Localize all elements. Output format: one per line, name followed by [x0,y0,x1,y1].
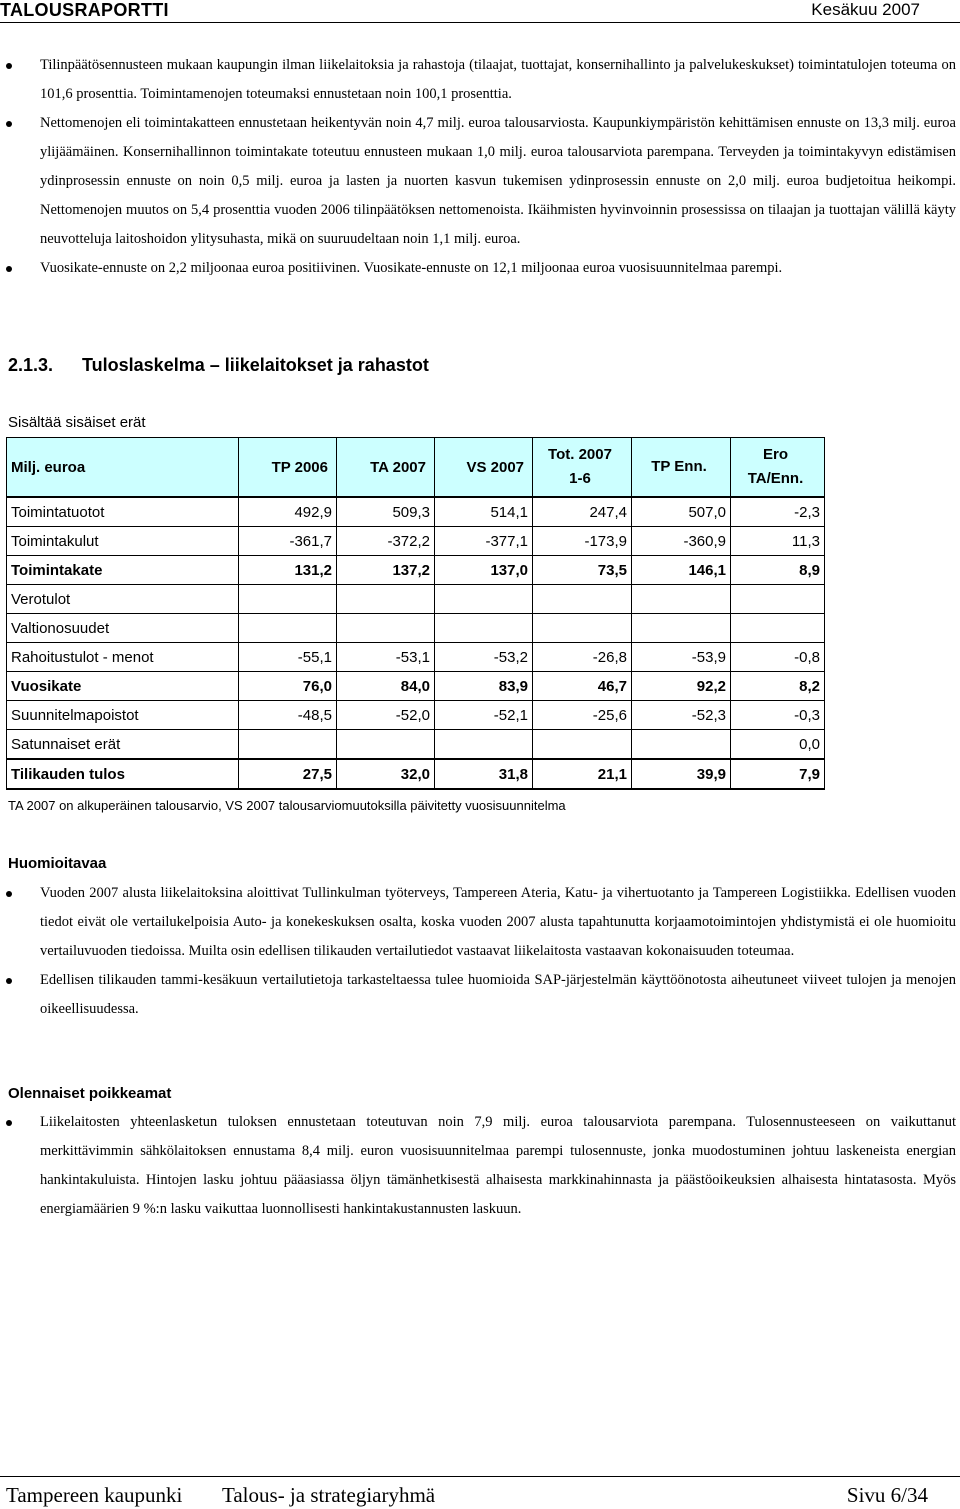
bullet-item: Vuosikate-ennuste on 2,2 miljoonaa euroa positiivinen. Vuosikate-ennuste on 12,1 miljoonaa euroa vuosisuunnitelmaa parempi. [0,254,960,283]
col-header-tot2007: Tot. 2007 1-6 [533,438,632,498]
cell [533,730,632,760]
cell [632,585,731,614]
cell: -52,1 [435,701,533,730]
table-caption: Sisältää sisäiset erät [8,414,146,431]
cell [731,614,825,643]
row-label: Vuosikate [7,672,239,701]
cell [337,585,435,614]
cell: 0,0 [731,730,825,760]
col-header-ero: Ero TA/Enn. [731,438,825,498]
footer-page-number: Sivu 6/34 [846,1483,928,1507]
cell: 92,2 [632,672,731,701]
cell [239,730,337,760]
cell: 514,1 [435,497,533,527]
cell: -52,3 [632,701,731,730]
cell: 27,5 [239,759,337,789]
bullet-item: Liikelaitosten yhteenlasketun tuloksen ennustetaan toteutuvan noin 7,9 milj. euroa talousarviota parempana. Tulosennusteeseen on vaikuttanut merkittävimmin sähkölaitoksen ennustama 8,4 milj. euron vuosisuunnitelmaa parempi tulosennuste, jonka muodostuminen johtuu laskeneista energian hankintakuluista. Hintojen lasku johtuu pääasiassa öljyn tämänhetkisestä alhaisesta markkinahinnasta ja päästöoikeuksien alhaisesta hintatasosta. Myös energiamäärien 9 %:n lasku vaikuttaa luonnollisesti hankintakustannusten laskuun. [0,1108,960,1224]
cell: -377,1 [435,527,533,556]
cell: -173,9 [533,527,632,556]
table-row [7,527,825,556]
cell: 247,4 [533,497,632,527]
row-label: Toimintatuotot [7,497,239,527]
cell: -372,2 [337,527,435,556]
row-label: Verotulot [7,585,239,614]
income-statement-table [6,437,825,790]
section-title: Tuloslaskelma – liikelaitokset ja rahastot [82,355,429,375]
cell: -0,8 [731,643,825,672]
heading-huomioitavaa: Huomioitavaa [8,855,107,872]
cell: 32,0 [337,759,435,789]
cell: 8,2 [731,672,825,701]
cell: 21,1 [533,759,632,789]
cell: -361,7 [239,527,337,556]
cell [337,614,435,643]
cell: -0,3 [731,701,825,730]
cell [239,585,337,614]
bullet-item: Vuoden 2007 alusta liikelaitoksina aloittivat Tullinkulman työterveys, Tampereen Ateria, Katu- ja vihertuotanto ja Tampereen Logistiikka. Edellisen vuoden tiedot eivät ole vertailukelpoisia Auto- ja konekeskuksen osalta, koska vuoden 2007 alusta tapahtunutta korjaamotoimintojen yhdistymistä ei ole huomioitu vertailuvuoden tiedoissa. Muilta osin edellisen tilikauden vertailutiedot vastaavat liikelaitosta vastaavan kokonaisuuden toteumaa. [0,879,960,966]
footer-organization: Tampereen kaupunki [6,1483,183,1507]
cell: 146,1 [632,556,731,585]
col-header-ta2007: TA 2007 [337,438,435,498]
bullet-item: Nettomenojen eli toimintakatteen ennustetaan heikentyvän noin 4,7 milj. euroa talousarviosta. Kaupunkiympäristön kehittämisen ennuste on 13,3 milj. euroa ylijäämäinen. Konsernihallinnon toimintakate toteutuu ennusteen mukaan 1,0 milj. euroa talousarviota parempana. Terveyden ja toimintakyvyn edistämisen ydinprosessin ennuste on noin 0,5 milj. euroa ja lasten ja nuorten kasvun tukemisen ydinprosessin ennuste on 2,0 milj. euroa budjetoitua heikompi. Nettomenojen muutos on 5,4 prosenttia vuoden 2006 tilinpäätöksen nettomenoista. Ikäihmisten hyvinvoinnin prosessissa on tilaajan ja tuottajan välillä käyty neuvotteluja laitoshoidon ylitysuhasta, mikä on suuruudeltaan noin 1,1 milj. euroa. [0,109,960,254]
table-row [7,759,825,789]
row-label: Tilikauden tulos [7,759,239,789]
col-header-label: Milj. euroa [7,438,239,498]
cell: -53,2 [435,643,533,672]
page-footer [0,1476,960,1509]
row-label: Suunnitelmapoistot [7,701,239,730]
bullet-dot-icon [6,63,12,69]
table-row [7,701,825,730]
row-label: Toimintakulut [7,527,239,556]
huomioitavaa-bullet-list [0,879,960,1024]
row-label: Rahoitustulot - menot [7,643,239,672]
cell [533,585,632,614]
table-row [7,730,825,760]
olennaiset-bullet-list [0,1108,960,1224]
cell: 39,9 [632,759,731,789]
cell: 492,9 [239,497,337,527]
report-date: Kesäkuu 2007 [811,0,920,19]
bullet-item: Edellisen tilikauden tammi-kesäkuun vertailutietoja tarkasteltaessa tulee huomioida SAP-järjestelmän käyttöönotosta aiheutuneet viiveet tulojen ja menojen oikeellisuudessa. [0,966,960,1024]
col-header-tpenn: TP Enn. [632,438,731,498]
table-row [7,614,825,643]
cell: 76,0 [239,672,337,701]
cell: 31,8 [435,759,533,789]
bullet-dot-icon [6,1120,12,1126]
cell: 46,7 [533,672,632,701]
cell [239,614,337,643]
intro-bullet-list [0,51,960,283]
cell: -53,9 [632,643,731,672]
table-row [7,497,825,527]
cell: -48,5 [239,701,337,730]
bullet-dot-icon [6,266,12,272]
cell: -55,1 [239,643,337,672]
table-row [7,672,825,701]
heading-olennaiset-poikkeamat: Olennaiset poikkeamat [8,1085,172,1102]
table-footnote: TA 2007 on alkuperäinen talousarvio, VS 2007 talousarviomuutoksilla päivitetty vuosisuunnitelma [8,798,566,813]
cell [632,730,731,760]
cell: 131,2 [239,556,337,585]
cell: 73,5 [533,556,632,585]
col-header-tp2006: TP 2006 [239,438,337,498]
cell [632,614,731,643]
bullet-item: Tilinpäätösennusteen mukaan kaupungin ilman liikelaitoksia ja rahastoja (tilaajat, tuottajat, konsernihallinto ja palvelukeskukset) toimintatulojen toteuma on 101,6 prosenttia. Toimintamenojen toteumaksi ennustetaan noin 100,1 prosenttia. [0,51,960,109]
cell: 509,3 [337,497,435,527]
report-title: TALOUSRAPORTTI [0,0,169,20]
cell: -52,0 [337,701,435,730]
cell [435,614,533,643]
cell: -53,1 [337,643,435,672]
table-row [7,585,825,614]
cell: 11,3 [731,527,825,556]
cell: 137,2 [337,556,435,585]
cell [435,585,533,614]
cell: -2,3 [731,497,825,527]
cell: -26,8 [533,643,632,672]
cell [337,730,435,760]
row-label: Satunnaiset erät [7,730,239,760]
page-header [0,0,960,23]
row-label: Valtionosuudet [7,614,239,643]
section-heading [8,355,429,376]
cell: -360,9 [632,527,731,556]
cell: -25,6 [533,701,632,730]
footer-unit: Talous- ja strategiaryhmä [222,1483,436,1507]
cell: 507,0 [632,497,731,527]
cell: 8,9 [731,556,825,585]
cell [435,730,533,760]
cell: 83,9 [435,672,533,701]
row-label: Toimintakate [7,556,239,585]
cell: 7,9 [731,759,825,789]
cell: 137,0 [435,556,533,585]
section-number: 2.1.3. [8,355,54,375]
table-row [7,643,825,672]
table-header-row [7,438,825,498]
bullet-dot-icon [6,978,12,984]
cell [533,614,632,643]
bullet-dot-icon [6,121,12,127]
table-row [7,556,825,585]
cell [731,585,825,614]
col-header-vs2007: VS 2007 [435,438,533,498]
cell: 84,0 [337,672,435,701]
bullet-dot-icon [6,891,12,897]
